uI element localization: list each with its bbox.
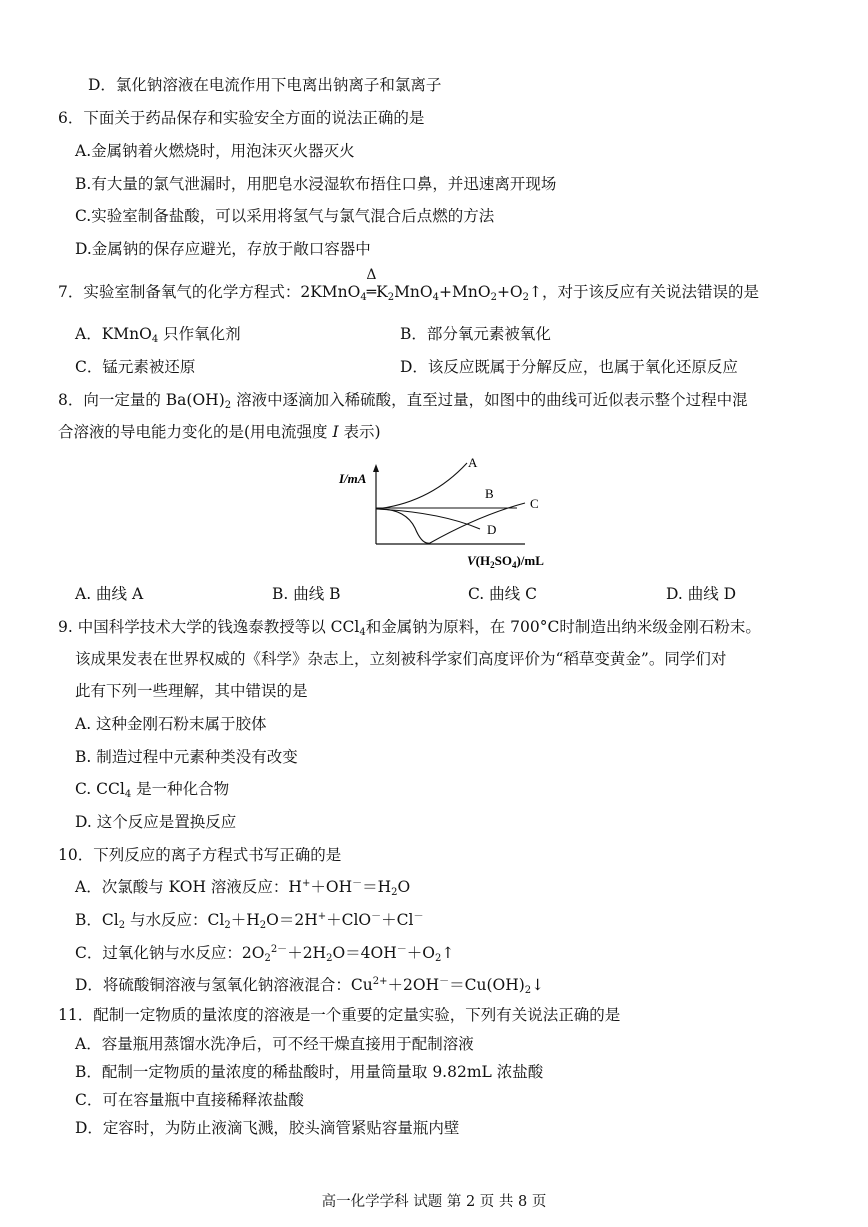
q6-option-d: D.金属钠的保存应避光，存放于敞口容器中 [75, 240, 371, 258]
q9-option-d: D. 这个反应是置换反应 [75, 813, 237, 831]
q8-stem-line1: 8．向一定量的 $Ba(OH)_2$ 溶液中逐滴加入稀硫酸，直至过量，如图中的曲线可近似表示整个过程中混 [58, 391, 748, 411]
curve-a-label: A [468, 455, 478, 470]
q9-option-b: B. 制造过程中元素种类没有改变 [75, 748, 298, 766]
curve-d-label: D [487, 522, 497, 537]
q11-stem: 11．配制一定物质的量浓度的溶液是一个重要的定量实验，下列有关说法正确的是 [58, 1006, 621, 1024]
q10-option-c: C．过氧化钠与水反应：$2O_2^{2-}+2H_2O=4OH^-+O_2↑$ [75, 944, 455, 964]
q6-stem: 6．下面关于药品保存和实验安全方面的说法正确的是 [58, 109, 425, 127]
conductivity-chart [330, 450, 570, 575]
q6-option-a: A.金属钠着火燃烧时，用泡沫灭火器灭火 [75, 142, 355, 160]
curve-a [376, 463, 467, 509]
curve-d [376, 509, 480, 529]
q9-stem-line2: 该成果发表在世界权威的《科学》杂志上，立刻被科学家们高度评价为“稻草变黄金”。同学们对 [75, 650, 727, 668]
q8-option-a: A. 曲线 A [75, 585, 144, 603]
curve-c-label: C [530, 496, 539, 511]
delta-symbol: Δ [366, 267, 377, 283]
q8-option-c: C. 曲线 C [468, 585, 537, 603]
q7-option-b: B．部分氧元素被氧化 [400, 325, 551, 343]
q7-option-d: D．该反应既属于分解反应，也属于氧化还原反应 [400, 358, 738, 376]
page-footer: 高一化学学科 试题 第 2 页 共 8 页 [321, 1194, 547, 1210]
q6-option-c: C.实验室制备盐酸，可以采用将氢气与氯气混合后点燃的方法 [75, 207, 495, 225]
q10-option-a: A．次氯酸与 KOH 溶液反应：$H^++OH^-=H_2O$ [75, 878, 411, 898]
q10-option-d: D．将硫酸铜溶液与氢氧化钠溶液混合：$Cu^{2+}+2OH^-=Cu(OH)_2↓$ [75, 976, 545, 996]
y-axis-label: I/mA [339, 471, 367, 486]
q7-option-c: C．锰元素被还原 [75, 358, 196, 376]
q10-option-b: B．$Cl_2$ 与水反应：$Cl_2+H_2O=2H^++ClO^-+Cl^-$ [75, 911, 424, 931]
q5-option-d: D．氯化钠溶液在电流作用下电离出钠离子和氯离子 [88, 76, 442, 94]
x-axis-label: $V(H_2SO_4)/mL$ [467, 553, 544, 570]
q11-option-a: A．容量瓶用蒸馏水洗净后，可不经干燥直接用于配制溶液 [75, 1035, 474, 1053]
q7-option-a: A．KMnO$_4$ 只作氧化剂 [75, 325, 241, 345]
q9-stem-line3: 此有下列一些理解，其中错误的是 [75, 682, 308, 700]
curve-c [376, 503, 525, 543]
y-axis-arrow [373, 464, 379, 472]
q8-option-b: B. 曲线 B [272, 585, 341, 603]
q8-option-d: D. 曲线 D [666, 585, 737, 603]
q7-stem: 7．实验室制备氧气的化学方程式：2KMnO$_4$ Δ $═K_2MnO_4+MnO_2+O_2↑$，对于该反应有关说法错误的是 [58, 281, 759, 303]
q11-option-b: B．配制一定物质的量浓度的稀盐酸时，用量筒量取 9.82mL 浓盐酸 [75, 1063, 544, 1081]
q11-option-d: D．定容时，为防止液滴飞溅，胶头滴管紧贴容量瓶内壁 [75, 1119, 460, 1137]
curve-b-label: B [485, 486, 494, 501]
q10-stem: 10．下列反应的离子方程式书写正确的是 [58, 846, 342, 864]
q9-stem-line1: 9. 中国科学技术大学的钱逸泰教授等以 CCl$_4$和金属钠为原料，在 700°C时制造出纳米级金刚石粉末。 [58, 618, 761, 638]
q9-option-a: A. 这种金刚石粉末属于胶体 [75, 715, 267, 733]
q6-option-b: B.有大量的氯气泄漏时，用肥皂水浸湿软布捂住口鼻，并迅速离开现场 [75, 175, 557, 193]
q8-stem-line2: 合溶液的导电能力变化的是(用电流强度 I 表示) [58, 423, 381, 441]
q11-option-c: C．可在容量瓶中直接稀释浓盐酸 [75, 1091, 304, 1109]
q9-option-c: C. CCl$_4$ 是一种化合物 [75, 780, 230, 800]
